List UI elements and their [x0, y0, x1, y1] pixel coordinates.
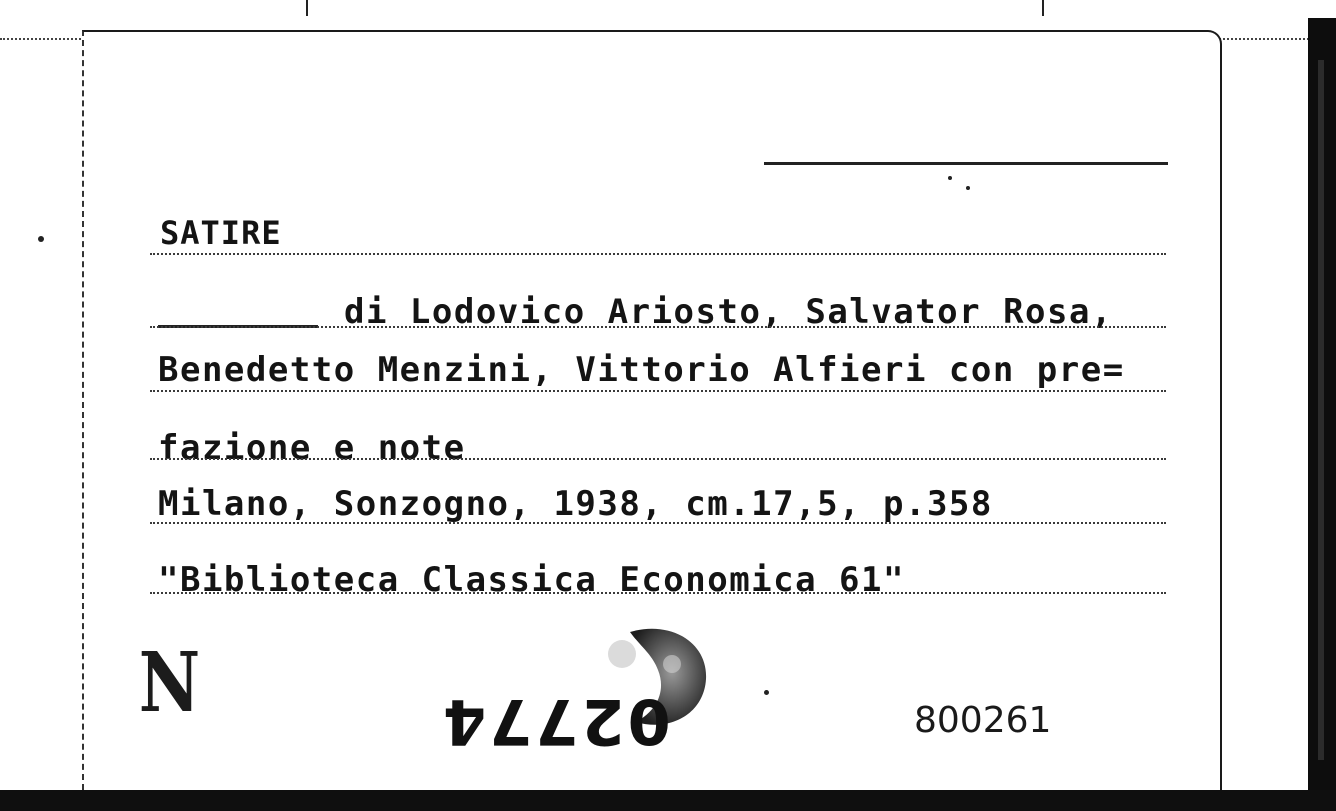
scan-tick: [1042, 0, 1044, 16]
scan-top-edge: [0, 0, 1336, 22]
scan-speck: [966, 186, 970, 190]
accession-number: 800261: [914, 700, 1052, 741]
stamp-letter: N: [138, 635, 201, 731]
card-author-line-2: Benedetto Menzini, Vittorio Alfieri con pre=: [158, 350, 1125, 390]
ruled-line: [150, 522, 1166, 524]
scan-speck: [948, 176, 952, 180]
card-author-line: di Lodovico Ariosto, Salvator Rosa,: [344, 292, 1113, 332]
card-preface-line: fazione e note: [158, 428, 466, 468]
scan-speck: [764, 690, 769, 695]
ruled-line: [150, 592, 1166, 594]
scan-tick: [306, 0, 308, 16]
card-title: SATIRE: [160, 214, 282, 252]
heading-rule: [764, 162, 1168, 165]
card-imprint: Milano, Sonzogno, 1938, cm.17,5, p.358: [158, 484, 993, 524]
ruled-line: [150, 458, 1166, 460]
stamp-inverted-number: 02774: [440, 685, 671, 758]
scan-right-border-shade: [1318, 60, 1324, 760]
ruled-line: [150, 326, 1166, 328]
ruled-line: [150, 253, 1166, 255]
ruled-line: [150, 390, 1166, 392]
card-series: "Biblioteca Classica Economica 61": [158, 560, 905, 600]
scan-bottom-border: [0, 790, 1336, 811]
scan-speck: [38, 236, 44, 242]
